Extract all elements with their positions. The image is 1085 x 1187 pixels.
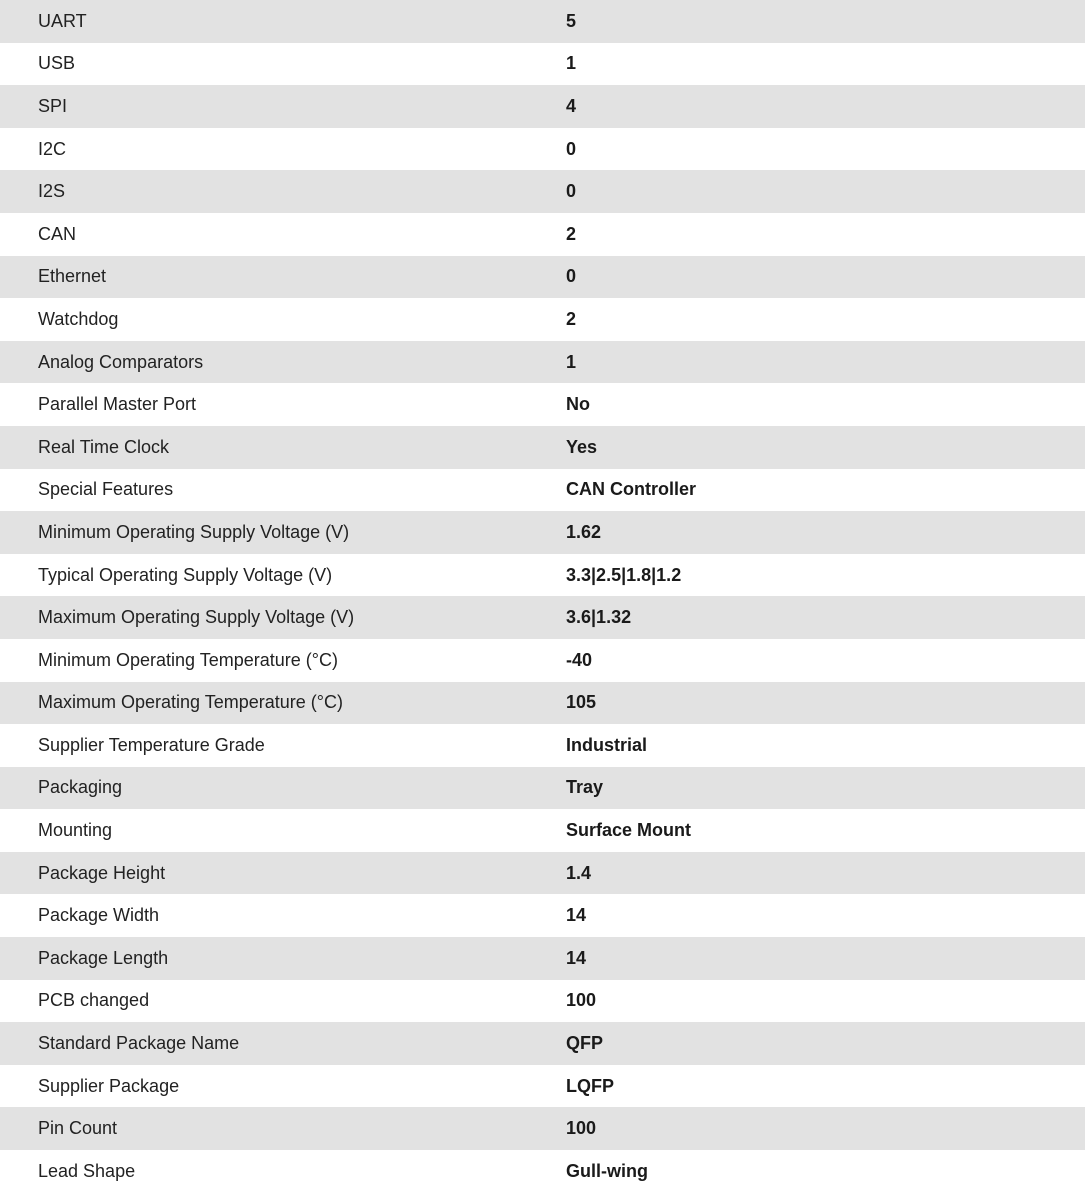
spec-label: Real Time Clock (38, 436, 170, 457)
table-row (0, 554, 1085, 597)
table-row (0, 1065, 1085, 1108)
spec-value: 14 (566, 905, 587, 926)
table-row (0, 213, 1085, 256)
spec-label: CAN (38, 223, 77, 244)
table-row (0, 43, 1085, 86)
spec-label: Maximum Operating Temperature (°C) (38, 692, 343, 713)
table-row (0, 937, 1085, 980)
table-row (0, 809, 1085, 852)
spec-label: Ethernet (38, 266, 107, 287)
table-row (0, 1150, 1085, 1187)
spec-label: I2C (38, 138, 67, 159)
spec-value: Gull-wing (566, 1160, 648, 1181)
table-row (0, 894, 1085, 937)
spec-label: PCB changed (38, 990, 150, 1011)
spec-label: UART (38, 10, 87, 31)
spec-value: 14 (566, 947, 587, 968)
spec-label: Watchdog (38, 308, 119, 329)
spec-label: Minimum Operating Temperature (°C) (38, 649, 338, 670)
spec-value: 1.4 (566, 862, 592, 883)
table-row (0, 639, 1085, 682)
spec-value: 2 (566, 308, 577, 329)
spec-value: 1.62 (566, 521, 602, 542)
table-row (0, 980, 1085, 1023)
spec-label: USB (38, 53, 76, 74)
spec-value: -40 (566, 649, 593, 670)
table-row (0, 341, 1085, 384)
spec-value: QFP (566, 1033, 604, 1054)
spec-value: Tray (566, 777, 604, 798)
spec-label: I2S (38, 181, 66, 202)
table-row (0, 85, 1085, 128)
spec-value: CAN Controller (566, 479, 696, 500)
spec-value: 105 (566, 692, 597, 713)
spec-value: 3.6|1.32 (566, 607, 632, 628)
table-row (0, 724, 1085, 767)
spec-label: Analog Comparators (38, 351, 204, 372)
table-row (0, 170, 1085, 213)
spec-label: Packaging (38, 777, 123, 798)
spec-value: 3.3|2.5|1.8|1.2 (566, 564, 682, 585)
spec-value: 5 (566, 10, 577, 31)
spec-label: Minimum Operating Supply Voltage (V) (38, 521, 350, 542)
spec-label: Parallel Master Port (38, 394, 197, 415)
spec-value: No (566, 394, 590, 415)
table-row (0, 682, 1085, 725)
spec-value: Surface Mount (566, 820, 692, 841)
spec-value: 100 (566, 990, 597, 1011)
spec-value: 4 (566, 95, 577, 116)
spec-label: Package Width (38, 905, 160, 926)
table-row (0, 511, 1085, 554)
spec-label: Package Height (38, 862, 166, 883)
spec-value: 1 (566, 351, 577, 372)
table-row (0, 128, 1085, 171)
table-row (0, 298, 1085, 341)
table-row (0, 383, 1085, 426)
table-row (0, 256, 1085, 299)
spec-value: Yes (566, 436, 598, 457)
table-row (0, 1022, 1085, 1065)
spec-value: 0 (566, 266, 577, 287)
spec-label: Supplier Package (38, 1075, 180, 1096)
spec-label: Package Length (38, 947, 169, 968)
spec-value: 0 (566, 138, 577, 159)
spec-label: Pin Count (38, 1118, 118, 1139)
spec-value: LQFP (566, 1075, 614, 1096)
spec-value: Industrial (566, 734, 648, 755)
spec-value: 0 (566, 181, 577, 202)
spec-value: 2 (566, 223, 577, 244)
table-row (0, 596, 1085, 639)
spec-value: 100 (566, 1118, 597, 1139)
table-row (0, 1107, 1085, 1150)
spec-label: Special Features (38, 479, 174, 500)
table-row (0, 0, 1085, 43)
table-row (0, 426, 1085, 469)
table-row (0, 852, 1085, 895)
spec-label: Lead Shape (38, 1160, 136, 1181)
spec-label: Standard Package Name (38, 1033, 240, 1054)
table-row (0, 469, 1085, 512)
spec-label: Supplier Temperature Grade (38, 734, 265, 755)
spec-label: SPI (38, 95, 68, 116)
spec-label: Typical Operating Supply Voltage (V) (38, 564, 333, 585)
spec-label: Mounting (38, 820, 113, 841)
table-row (0, 767, 1085, 810)
spec-value: 1 (566, 53, 577, 74)
spec-label: Maximum Operating Supply Voltage (V) (38, 607, 355, 628)
